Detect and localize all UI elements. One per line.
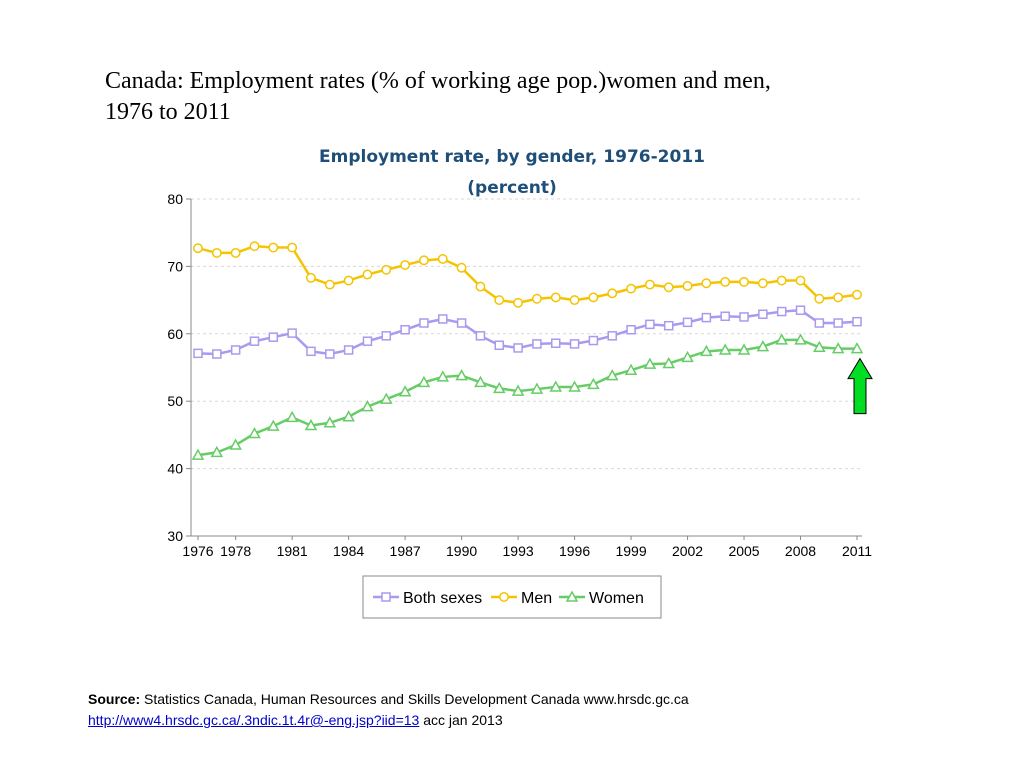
data-point-both-sexes [194, 349, 202, 357]
data-point-men [853, 291, 861, 299]
data-point-both-sexes [382, 332, 390, 340]
data-point-both-sexes [589, 337, 597, 345]
y-tick-label: 80 [167, 191, 183, 207]
data-point-men [702, 279, 710, 287]
data-point-both-sexes [232, 346, 240, 354]
data-point-both-sexes [213, 350, 221, 358]
data-point-women [287, 412, 297, 421]
data-point-both-sexes [345, 346, 353, 354]
legend-marker-men [500, 593, 508, 601]
x-tick-label: 1993 [502, 543, 534, 559]
data-point-both-sexes [514, 344, 522, 352]
data-point-men [250, 242, 258, 250]
x-tick-label: 2011 [841, 543, 873, 559]
data-point-both-sexes [363, 337, 371, 345]
data-point-both-sexes [326, 350, 334, 358]
data-point-both-sexes [307, 347, 315, 355]
x-tick-label: 1978 [220, 543, 252, 559]
data-point-both-sexes [458, 319, 466, 327]
data-point-men [514, 299, 522, 307]
data-point-both-sexes [439, 315, 447, 323]
data-point-men [777, 276, 785, 284]
source-note [88, 689, 988, 731]
data-point-men [194, 244, 202, 252]
x-tick-label: 1976 [182, 543, 214, 559]
x-tick-label: 1999 [615, 543, 647, 559]
data-point-men [363, 270, 371, 278]
data-point-men [834, 293, 842, 301]
data-point-both-sexes [269, 333, 277, 341]
series-line-women [198, 340, 857, 455]
y-tick-label: 50 [167, 393, 183, 410]
data-point-men [683, 282, 691, 290]
data-point-both-sexes [401, 326, 409, 334]
data-point-men [665, 283, 673, 291]
data-point-both-sexes [571, 340, 579, 348]
data-point-both-sexes [646, 320, 654, 328]
slide-title-line-2: 1976 to 2011 [105, 99, 231, 125]
data-point-both-sexes [853, 318, 861, 326]
plot-area [167, 191, 872, 559]
data-point-men [646, 280, 654, 288]
data-point-both-sexes [250, 337, 258, 345]
data-point-both-sexes [288, 329, 296, 337]
y-tick-label: 30 [167, 528, 183, 544]
data-point-men [307, 274, 315, 282]
data-point-both-sexes [533, 340, 541, 348]
x-tick-label: 1987 [389, 543, 421, 559]
data-point-men [533, 295, 541, 303]
legend-label-women: Women [589, 590, 644, 607]
data-point-men [815, 295, 823, 303]
data-point-men [627, 284, 635, 292]
x-tick-label: 2008 [784, 543, 817, 559]
data-point-both-sexes [759, 310, 767, 318]
data-point-both-sexes [665, 322, 673, 330]
y-tick-label: 40 [167, 460, 183, 477]
data-point-men [231, 249, 239, 257]
data-point-both-sexes [815, 319, 823, 327]
data-point-men [759, 279, 767, 287]
data-point-both-sexes [684, 318, 692, 326]
data-point-men [570, 296, 578, 304]
data-point-men [552, 293, 560, 301]
data-point-both-sexes [420, 319, 428, 327]
data-point-men [344, 276, 352, 284]
series-women [193, 335, 862, 459]
data-point-both-sexes [552, 339, 560, 347]
y-tick-label: 60 [167, 325, 183, 342]
series-line-men [198, 246, 857, 303]
data-point-men [213, 249, 221, 257]
data-point-both-sexes [495, 341, 503, 349]
source-link[interactable]: http://www4.hrsdc.gc.ca/.3ndic.1t.4r@-eng.jsp?iid=13 [88, 712, 420, 728]
data-point-men [401, 261, 409, 269]
data-point-both-sexes [834, 319, 842, 327]
data-point-men [740, 278, 748, 286]
x-tick-label: 2005 [728, 543, 760, 559]
data-point-both-sexes [627, 326, 635, 334]
x-tick-label: 1981 [276, 543, 308, 559]
data-point-both-sexes [721, 312, 729, 320]
series-men [194, 242, 861, 307]
legend-marker-both-sexes [382, 593, 390, 601]
data-point-men [439, 255, 447, 263]
data-point-men [589, 293, 597, 301]
legend-label-both-sexes: Both sexes [403, 590, 483, 607]
data-point-men [457, 264, 465, 272]
data-point-men [420, 256, 428, 264]
data-point-both-sexes [740, 313, 748, 321]
chart-legend [363, 576, 661, 618]
data-point-both-sexes [608, 332, 616, 340]
chart-title: Employment rate, by gender, 1976-2011 [319, 147, 705, 167]
data-point-men [796, 276, 804, 284]
data-point-men [495, 296, 503, 304]
source-text: Statistics Canada, Human Resources and Skills Development Canada www.hrsdc.gc.ca [140, 691, 689, 707]
x-tick-label: 1984 [333, 543, 365, 559]
up-arrow-icon [848, 359, 872, 414]
data-point-both-sexes [476, 332, 484, 340]
data-point-men [721, 278, 729, 286]
x-tick-label: 1990 [446, 543, 478, 559]
data-point-women [231, 440, 241, 449]
data-point-men [608, 289, 616, 297]
data-point-men [382, 266, 390, 274]
data-point-men [326, 280, 334, 288]
data-point-men [476, 282, 484, 290]
data-point-men [288, 243, 296, 251]
chart-subtitle: (percent) [467, 178, 557, 198]
x-tick-label: 2002 [671, 543, 704, 559]
legend-label-men: Men [521, 590, 553, 607]
data-point-both-sexes [702, 314, 710, 322]
slide-title-line-1: Canada: Employment rates (% of working age pop.)women and men, [105, 68, 771, 94]
source-label: Source: [88, 691, 141, 707]
data-point-both-sexes [797, 306, 805, 314]
source-access-date: acc jan 2013 [419, 712, 503, 728]
data-point-both-sexes [778, 308, 786, 316]
data-point-men [269, 243, 277, 251]
y-tick-label: 70 [167, 258, 183, 275]
x-tick-label: 1996 [558, 543, 591, 559]
